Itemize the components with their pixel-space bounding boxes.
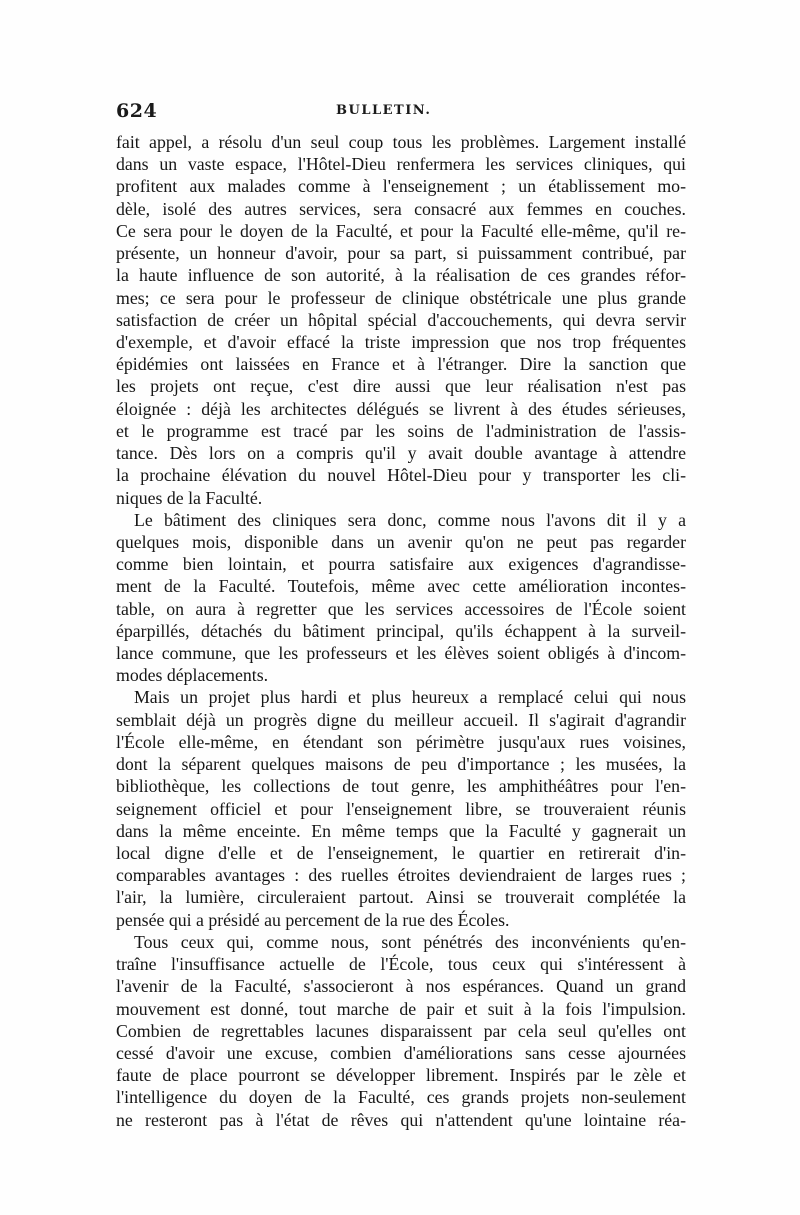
text-line: profitent aux malades comme à l'enseignement ; un établissement mo-: [116, 176, 686, 197]
text-line: la prochaine élévation du nouvel Hôtel-Dieu pour y transporter les cli-: [116, 465, 686, 486]
text-line: Mais un projet plus hardi et plus heureux a remplacé celui qui nous: [134, 687, 686, 708]
text-line: Combien de regrettables lacunes disparaissent par cela seul qu'elles ont: [116, 1020, 686, 1041]
text-line: l'avenir de la Faculté, s'associeront à nos espérances. Quand un grand: [116, 976, 686, 997]
text-line: tance. Dès lors on a compris qu'il y avait double avantage à attendre: [116, 443, 686, 464]
text-line: satisfaction de créer un hôpital spécial d'accouchements, qui devra servir: [116, 309, 686, 330]
text-line: faute de place pourront se développer librement. Inspirés par le zèle et: [116, 1065, 686, 1086]
text-line: traîne l'insuffisance actuelle de l'École, tous ceux qui s'intéressent à: [116, 954, 686, 975]
text-line: Le bâtiment des cliniques sera donc, comme nous l'avons dit il y a: [134, 509, 686, 530]
text-line: lance commune, que les professeurs et les élèves soient obligés à d'incom-: [116, 643, 686, 664]
text-line: fait appel, a résolu d'un seul coup tous les problèmes. Largement installé: [116, 132, 686, 152]
running-title: BULLETIN.: [336, 103, 432, 118]
text-line: éloignée : déjà les architectes délégués se livrent à des études sérieuses,: [116, 398, 686, 419]
text-line: comparables avantages : des ruelles étroites deviendraient de larges rues ;: [116, 865, 686, 886]
text-line: dans un vaste espace, l'Hôtel-Dieu renfermera les services cliniques, qui: [116, 154, 686, 175]
text-line: Tous ceux qui, comme nous, sont pénétrés des inconvénients qu'en-: [134, 931, 686, 952]
text-line: semblait déjà un progrès digne du meilleur accueil. Il s'agirait d'agrandir: [116, 709, 686, 730]
text-line: les projets ont reçue, c'est dire aussi que leur réalisation n'est pas: [116, 376, 686, 397]
text-line: ment de la Faculté. Toutefois, même avec cette amélioration incontes-: [116, 576, 686, 597]
text-line: mes; ce sera pour le professeur de clinique obstétricale une plus grande: [116, 287, 686, 308]
text-line: et le programme est tracé par les soins de l'administration de l'assis-: [116, 420, 686, 441]
text-line: présente, un honneur d'avoir, pour sa part, si puissamment contribué, par: [116, 243, 686, 264]
text-line: l'École elle-même, en étendant son périmètre jusqu'aux rues voisines,: [116, 731, 686, 752]
text-line: dans la même enceinte. En même temps que la Faculté y gagnerait un: [116, 820, 686, 841]
page-number: 624: [116, 100, 158, 122]
text-line: d'exemple, et d'avoir effacé la triste impression que nos trop fréquentes: [116, 331, 686, 352]
text-line: ne resteront pas à l'état de rêves qui n'attendent qu'une lointaine réa-: [116, 1109, 686, 1130]
text-line: la haute influence de son autorité, à la réalisation de ces grandes réfor-: [116, 265, 686, 286]
text-line: seignement officiel et pour l'enseignement libre, se trouveraient réunis: [116, 798, 686, 819]
text-line: comme bien lointain, et pourra satisfaire aux exigences d'agrandisse-: [116, 554, 686, 575]
text-line: table, on aura à regretter que les services accessoires de l'École soient: [116, 598, 686, 619]
body-text: [116, 131, 686, 1131]
text-line: niques de la Faculté.: [116, 487, 263, 508]
text-line: dèle, isolé des autres services, sera consacré aux femmes en couches.: [116, 198, 686, 219]
page-header: [116, 100, 686, 124]
text-line: pensée qui a présidé au percement de la rue des Écoles.: [116, 909, 510, 930]
text-line: bibliothèque, les collections de tout genre, les amphithéâtres pour l'en-: [116, 776, 686, 797]
text-line: épidémies ont laissées en France et à l'étranger. Dire la sanction que: [116, 354, 686, 375]
text-line: l'intelligence du doyen de la Faculté, ces grands projets non-seulement: [116, 1087, 686, 1108]
text-line: Ce sera pour le doyen de la Faculté, et pour la Faculté elle-même, qu'il re-: [116, 220, 686, 241]
text-line: modes déplacements.: [116, 665, 269, 686]
text-line: cessé d'avoir une excuse, combien d'améliorations sans cesse ajournées: [116, 1042, 686, 1063]
text-line: éparpillés, détachés du bâtiment principal, qu'ils échappent à la surveil-: [116, 620, 686, 641]
text-line: dont la séparent quelques maisons de peu d'importance ; les musées, la: [116, 754, 686, 775]
text-line: mouvement est donné, tout marche de pair et suit à la fois l'impulsion.: [116, 998, 686, 1019]
text-line: local digne d'elle et de l'enseignement, le quartier en retirerait d'in-: [116, 843, 686, 863]
text-line: l'air, la lumière, circuleraient partout. Ainsi se trouverait complétée la: [116, 887, 686, 908]
text-line: quelques mois, disponible dans un avenir qu'on ne peut pas regarder: [116, 531, 686, 552]
